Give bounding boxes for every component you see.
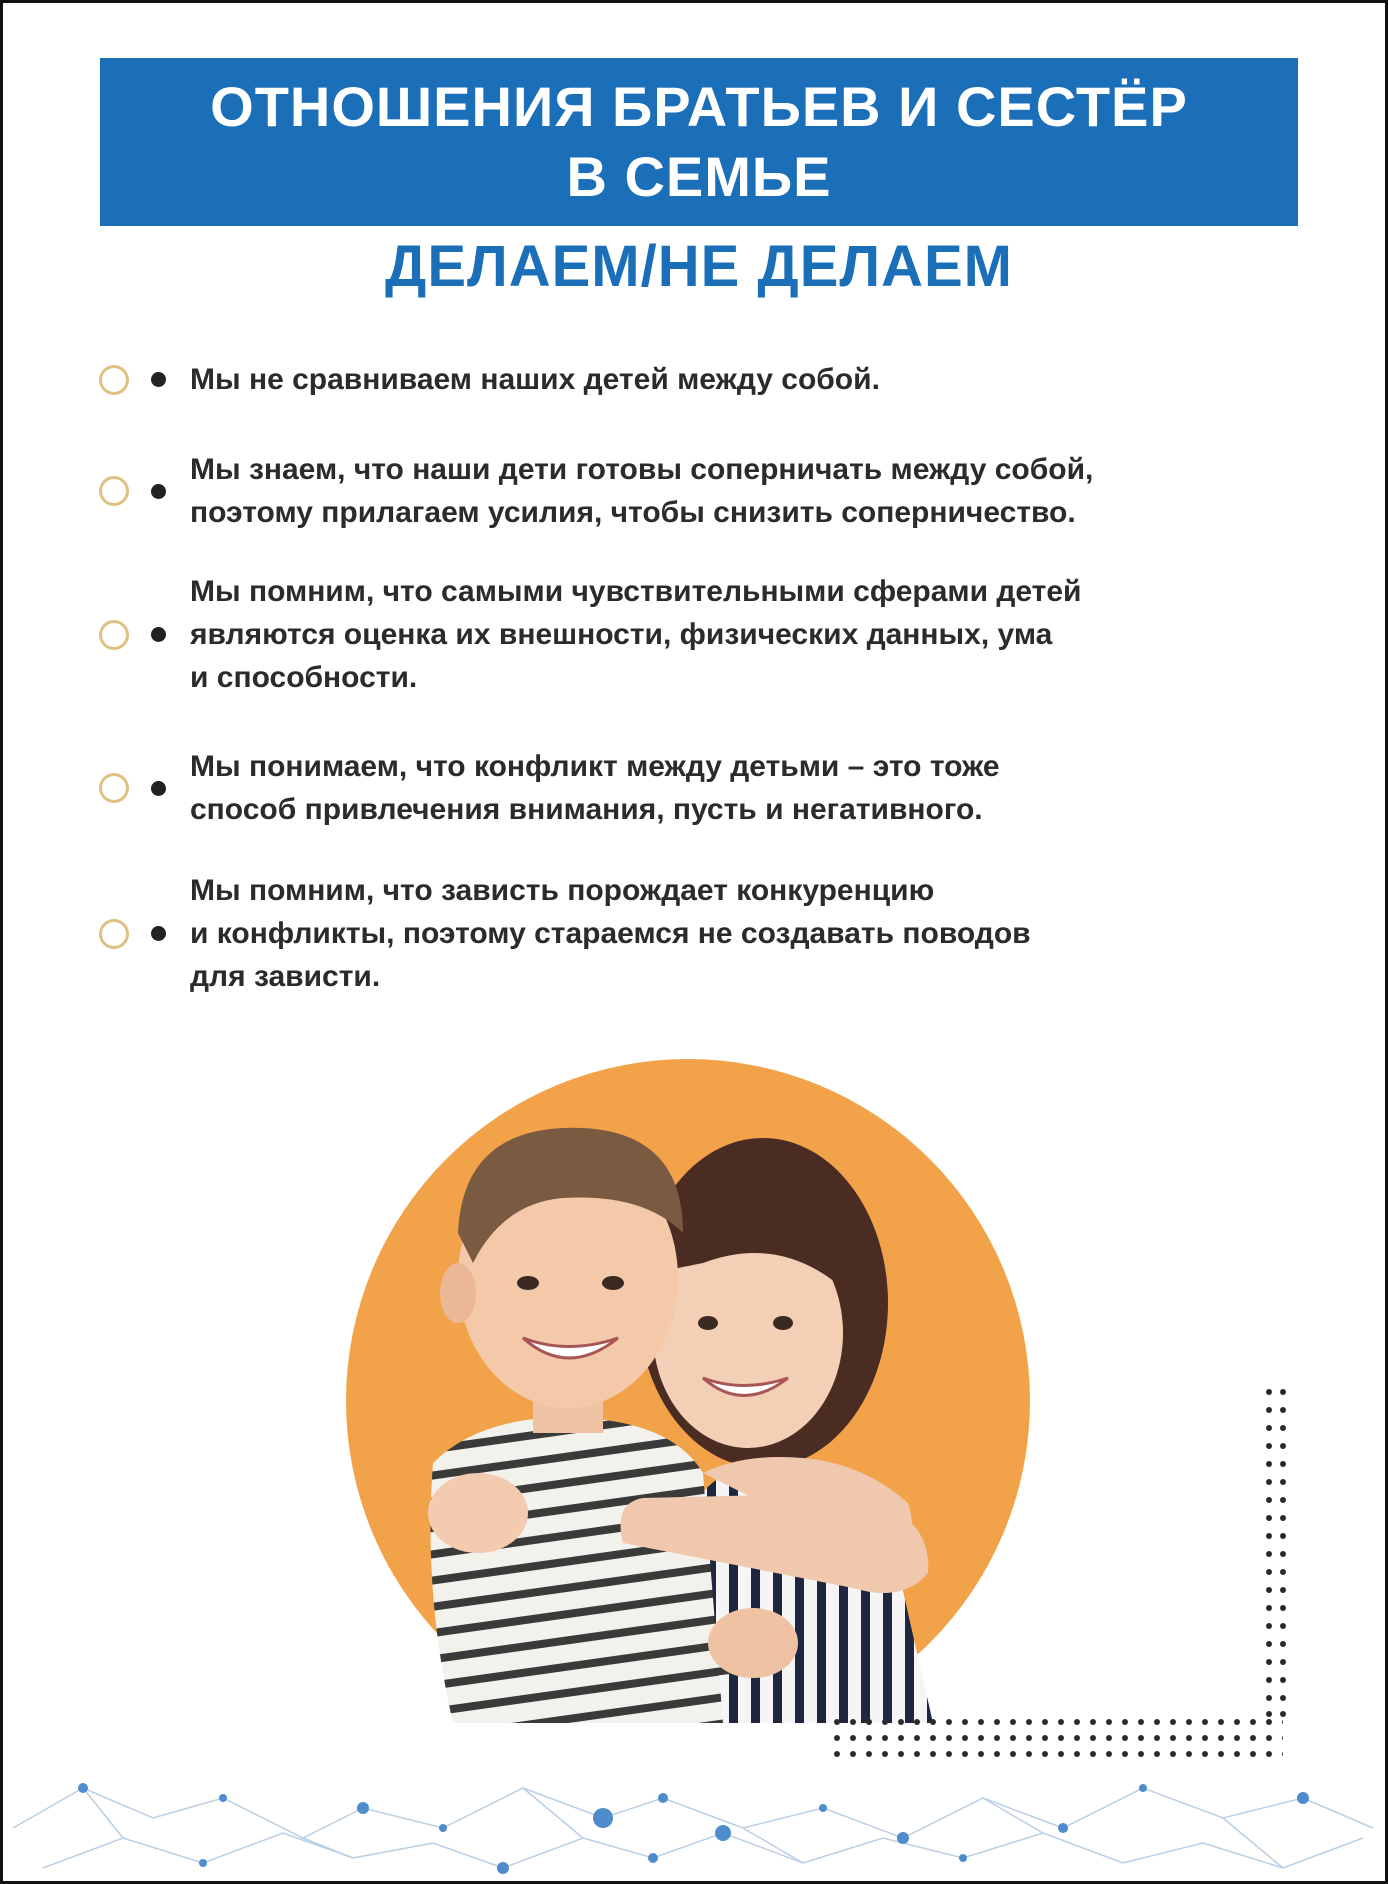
list-item-line: Мы понимаем, что конфликт между детьми – это тоже [190,750,1000,783]
list-item-line: Мы помним, что зависть порождает конкуренцию [190,874,935,907]
children-hugging-illustration [3,1033,1388,1733]
decorative-network-graphic [3,1758,1385,1884]
list-item [99,745,1319,831]
list-item-line: являются оценка их внешности, физических данных, ума [190,618,1053,651]
list-item-line: Мы знаем, что наши дети готовы соперничать между собой, [190,453,1094,486]
title-banner [100,58,1298,226]
bullet-dot-icon [151,484,166,499]
list-item-text [190,448,1093,534]
list-item-line: и способности. [190,661,418,694]
list-item [99,358,1319,401]
circle-outline-icon[interactable] [99,476,129,506]
decorative-dot-column [1265,1388,1289,1718]
title-line-1: ОТНОШЕНИЯ БРАТЬЕВ И СЕСТЁР [210,75,1188,138]
list-item [99,570,1319,699]
circle-outline-icon[interactable] [99,620,129,650]
list-item-text [190,358,880,401]
bullet-dot-icon [151,627,166,642]
list-item-text [190,745,1000,831]
circle-outline-icon[interactable] [99,365,129,395]
list-item [99,869,1319,998]
children-photo [3,1033,1388,1733]
list-item-line: и конфликты, поэтому стараемся не создавать поводов [190,917,1031,950]
list-item-line: поэтому прилагаем усилия, чтобы снизить соперничество. [190,496,1076,529]
list-item-line: для зависти. [190,960,381,993]
list-item-text [190,869,1031,998]
list-item-line: Мы помним, что самыми чувствительными сферами детей [190,575,1082,608]
circle-outline-icon[interactable] [99,773,129,803]
bullet-dot-icon [151,926,166,941]
title-line-2: В СЕМЬЕ [566,145,832,208]
list-item-line: способ привлечения внимания, пусть и негативного. [190,793,983,826]
bullet-dot-icon [151,372,166,387]
list-item [99,448,1319,534]
circle-outline-icon[interactable] [99,919,129,949]
list-item-text [190,570,1082,699]
decorative-dot-row [833,1718,1283,1758]
bullet-dot-icon [151,781,166,796]
subtitle: ДЕЛАЕМ/НЕ ДЕЛАЕМ [385,234,1013,299]
list-item-line: Мы не сравниваем наших детей между собой. [190,363,880,396]
